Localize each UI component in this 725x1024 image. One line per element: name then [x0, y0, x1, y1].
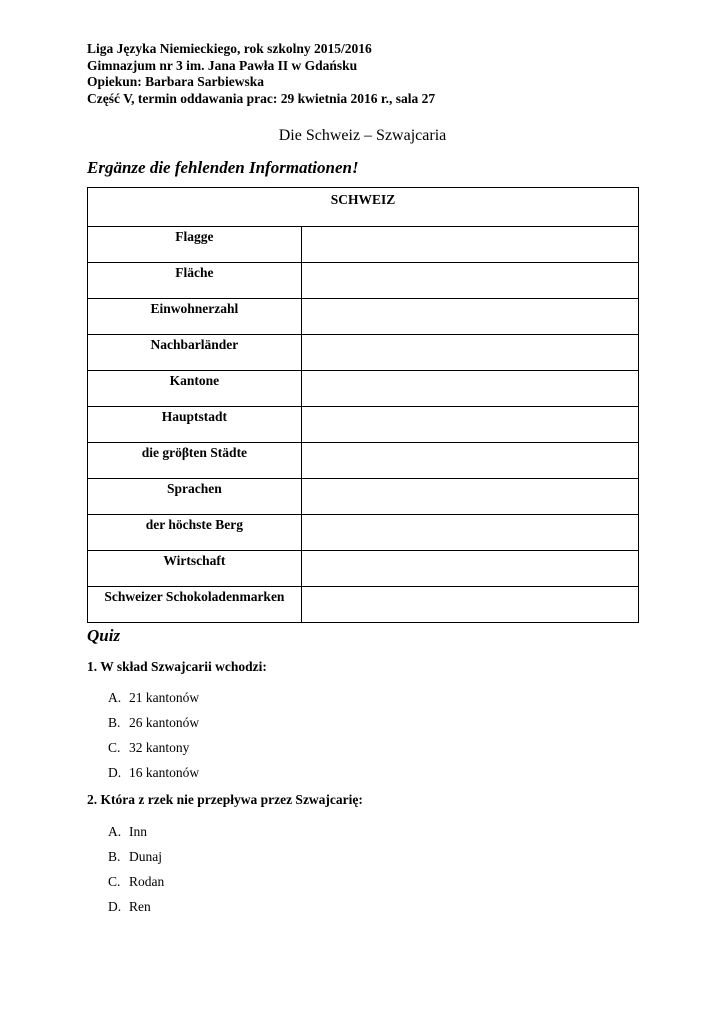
row-label-schokoladenmarken: Schweizer Schokoladenmarken	[88, 587, 302, 623]
option-letter: C.	[108, 740, 121, 755]
answer-cell-einwohnerzahl[interactable]	[301, 299, 638, 335]
table-row	[88, 515, 639, 551]
option-text: 32 kantony	[129, 740, 190, 755]
table-row	[88, 551, 639, 587]
answer-cell-flaeche[interactable]	[301, 263, 638, 299]
header-deadline-line: Część V, termin oddawania prac: 29 kwietnia 2016 r., sala 27	[87, 90, 436, 106]
table-row	[88, 263, 639, 299]
document-title: Die Schweiz – Szwajcaria	[278, 127, 447, 144]
table-row	[88, 227, 639, 263]
answer-cell-sprachen[interactable]	[301, 479, 638, 515]
answer-cell-groessten-staedte[interactable]	[301, 443, 638, 479]
table-row	[88, 299, 639, 335]
option-letter: A.	[108, 824, 122, 839]
list-item[interactable]	[108, 824, 164, 849]
info-table	[87, 187, 639, 623]
answer-cell-kantone[interactable]	[301, 371, 638, 407]
option-text: Inn	[129, 824, 147, 839]
quiz-heading: Quiz	[87, 626, 121, 645]
list-item[interactable]	[108, 715, 199, 740]
option-letter: C.	[108, 874, 121, 889]
row-label-kantone: Kantone	[88, 371, 302, 407]
answer-cell-nachbarlaender[interactable]	[301, 335, 638, 371]
option-text: 26 kantonów	[129, 715, 200, 730]
option-text: Dunaj	[129, 849, 162, 864]
option-text: Rodan	[129, 874, 165, 889]
table-row	[88, 335, 639, 371]
table-row	[88, 587, 639, 623]
document-header	[87, 41, 435, 107]
row-label-sprachen: Sprachen	[88, 479, 302, 515]
answer-cell-hauptstadt[interactable]	[301, 407, 638, 443]
option-text: 21 kantonów	[129, 690, 200, 705]
header-supervisor-line: Opiekun: Barbara Sarbiewska	[87, 74, 265, 89]
quiz-question-1: 1. W skład Szwajcarii wchodzi:	[87, 659, 267, 674]
option-letter: B.	[108, 849, 121, 864]
answer-cell-schokoladenmarken[interactable]	[301, 587, 638, 623]
option-text: Ren	[129, 899, 151, 914]
table-row	[88, 371, 639, 407]
quiz-question-2: 2. Która z rzek nie przepływa przez Szwajcarię:	[87, 792, 363, 807]
quiz-question-1-options	[108, 690, 199, 790]
table-header-row	[88, 188, 639, 227]
answer-cell-hoechste-berg[interactable]	[301, 515, 638, 551]
table-row	[88, 479, 639, 515]
table-row	[88, 443, 639, 479]
row-label-einwohnerzahl: Einwohnerzahl	[88, 299, 302, 335]
task-instruction: Ergänze die fehlenden Informationen!	[87, 158, 359, 177]
option-letter: B.	[108, 715, 121, 730]
list-item[interactable]	[108, 849, 164, 874]
option-letter: A.	[108, 690, 122, 705]
list-item[interactable]	[108, 765, 199, 790]
row-label-hoechste-berg: der höchste Berg	[88, 515, 302, 551]
answer-cell-wirtschaft[interactable]	[301, 551, 638, 587]
row-label-groessten-staedte: die gröβten Städte	[88, 443, 302, 479]
list-item[interactable]	[108, 690, 199, 715]
answer-cell-flagge[interactable]	[301, 227, 638, 263]
row-label-nachbarlaender: Nachbarländer	[88, 335, 302, 371]
row-label-flagge: Flagge	[88, 227, 302, 263]
row-label-wirtschaft: Wirtschaft	[88, 551, 302, 587]
option-letter: D.	[108, 899, 122, 914]
option-text: 16 kantonów	[129, 765, 200, 780]
list-item[interactable]	[108, 874, 164, 899]
list-item[interactable]	[108, 899, 164, 924]
row-label-flaeche: Fläche	[88, 263, 302, 299]
header-league-line: Liga Języka Niemieckiego, rok szkolny 2015/2016	[87, 41, 372, 56]
option-letter: D.	[108, 765, 122, 780]
table-row	[88, 407, 639, 443]
header-school-line: Gimnazjum nr 3 im. Jana Pawła II w Gdańsku	[87, 57, 358, 73]
table-heading: SCHWEIZ	[88, 188, 639, 227]
quiz-question-2-options	[108, 824, 164, 924]
row-label-hauptstadt: Hauptstadt	[88, 407, 302, 443]
list-item[interactable]	[108, 740, 199, 765]
